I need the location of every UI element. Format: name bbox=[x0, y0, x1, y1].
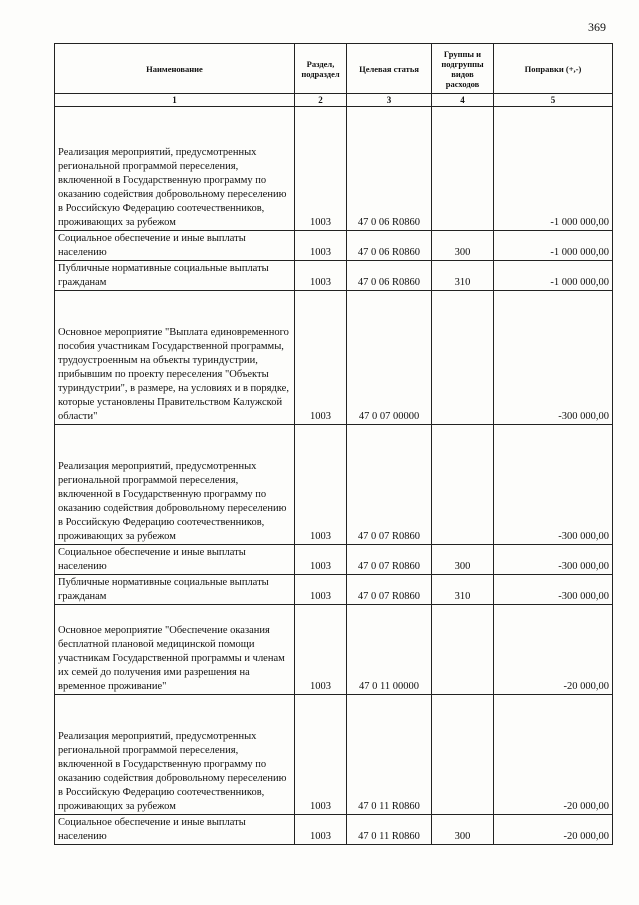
row-amount: -300 000,00 bbox=[494, 545, 613, 575]
column-header-target: Целевая статья bbox=[347, 44, 432, 94]
row-target: 47 0 07 00000 bbox=[347, 291, 432, 425]
row-section: 1003 bbox=[295, 291, 347, 425]
column-number: 2 bbox=[295, 94, 347, 107]
row-section: 1003 bbox=[295, 107, 347, 231]
row-amount: -300 000,00 bbox=[494, 575, 613, 605]
row-group: 310 bbox=[432, 261, 494, 291]
row-group bbox=[432, 107, 494, 231]
column-number: 1 bbox=[55, 94, 295, 107]
row-name: Социальное обеспечение и иные выплаты населению bbox=[55, 815, 295, 845]
row-group: 310 bbox=[432, 575, 494, 605]
column-header-name: Наименование bbox=[55, 44, 295, 94]
table-row bbox=[55, 815, 613, 845]
page-number: 369 bbox=[588, 20, 606, 34]
table-row bbox=[55, 545, 613, 575]
row-section: 1003 bbox=[295, 695, 347, 815]
row-group: 300 bbox=[432, 545, 494, 575]
row-name: Публичные нормативные социальные выплаты гражданам bbox=[55, 261, 295, 291]
row-group bbox=[432, 291, 494, 425]
row-name: Основное мероприятие "Выплата единовременного пособия участникам Государственной программы, трудоустроенным на объекты туриндустрии, прибывшим по проекту переселения "Объекты туриндустрии", в размере, на условиях и в порядке, которые установлены Правительством Калужской области" bbox=[55, 291, 295, 425]
row-group bbox=[432, 425, 494, 545]
row-target: 47 0 11 R0860 bbox=[347, 695, 432, 815]
row-target: 47 0 06 R0860 bbox=[347, 107, 432, 231]
row-target: 47 0 07 R0860 bbox=[347, 575, 432, 605]
row-section: 1003 bbox=[295, 231, 347, 261]
row-group bbox=[432, 695, 494, 815]
table-header-row bbox=[55, 44, 613, 94]
row-name: Основное мероприятие "Обеспечение оказания бесплатной плановой медицинской помощи участникам Государственной программы и членам их семей до получения ими разрешения на временное проживание" bbox=[55, 605, 295, 695]
row-section: 1003 bbox=[295, 605, 347, 695]
row-section: 1003 bbox=[295, 261, 347, 291]
row-name: Реализация мероприятий, предусмотренных региональной программой переселения, включенной в Государственную программу по оказанию содействия добровольному переселению в Российскую Федерацию соотечественников, проживающих за рубежом bbox=[55, 425, 295, 545]
row-target: 47 0 07 R0860 bbox=[347, 425, 432, 545]
row-target: 47 0 06 R0860 bbox=[347, 261, 432, 291]
table-row bbox=[55, 291, 613, 425]
row-name: Социальное обеспечение и иные выплаты населению bbox=[55, 545, 295, 575]
column-header-section: Раздел, подраздел bbox=[295, 44, 347, 94]
table-row bbox=[55, 695, 613, 815]
row-target: 47 0 11 00000 bbox=[347, 605, 432, 695]
row-amount: -20 000,00 bbox=[494, 815, 613, 845]
row-target: 47 0 07 R0860 bbox=[347, 545, 432, 575]
table-row bbox=[55, 261, 613, 291]
row-amount: -20 000,00 bbox=[494, 605, 613, 695]
row-amount: -20 000,00 bbox=[494, 695, 613, 815]
column-number: 4 bbox=[432, 94, 494, 107]
table-row bbox=[55, 575, 613, 605]
table-row bbox=[55, 231, 613, 261]
budget-amendments-table bbox=[54, 43, 613, 845]
row-name: Реализация мероприятий, предусмотренных региональной программой переселения, включенной в Государственную программу по оказанию содействия добровольному переселению в Российскую Федерацию соотечественников, проживающих за рубежом bbox=[55, 695, 295, 815]
column-number-row bbox=[55, 94, 613, 107]
row-name: Социальное обеспечение и иные выплаты населению bbox=[55, 231, 295, 261]
row-group bbox=[432, 605, 494, 695]
row-section: 1003 bbox=[295, 425, 347, 545]
row-amount: -1 000 000,00 bbox=[494, 231, 613, 261]
row-group: 300 bbox=[432, 815, 494, 845]
row-section: 1003 bbox=[295, 545, 347, 575]
row-name: Публичные нормативные социальные выплаты гражданам bbox=[55, 575, 295, 605]
column-number: 3 bbox=[347, 94, 432, 107]
row-section: 1003 bbox=[295, 815, 347, 845]
row-name: Реализация мероприятий, предусмотренных региональной программой переселения, включенной в Государственную программу по оказанию содействия добровольному переселению в Российскую Федерацию соотечественников, проживающих за рубежом bbox=[55, 107, 295, 231]
row-group: 300 bbox=[432, 231, 494, 261]
table-row bbox=[55, 425, 613, 545]
column-number: 5 bbox=[494, 94, 613, 107]
row-target: 47 0 06 R0860 bbox=[347, 231, 432, 261]
row-amount: -300 000,00 bbox=[494, 291, 613, 425]
row-section: 1003 bbox=[295, 575, 347, 605]
row-amount: -300 000,00 bbox=[494, 425, 613, 545]
row-amount: -1 000 000,00 bbox=[494, 261, 613, 291]
table-row bbox=[55, 605, 613, 695]
column-header-group: Группы и подгруппы видов расходов bbox=[432, 44, 494, 94]
row-amount: -1 000 000,00 bbox=[494, 107, 613, 231]
table-row bbox=[55, 107, 613, 231]
row-target: 47 0 11 R0860 bbox=[347, 815, 432, 845]
column-header-amount: Поправки (+,-) bbox=[494, 44, 613, 94]
